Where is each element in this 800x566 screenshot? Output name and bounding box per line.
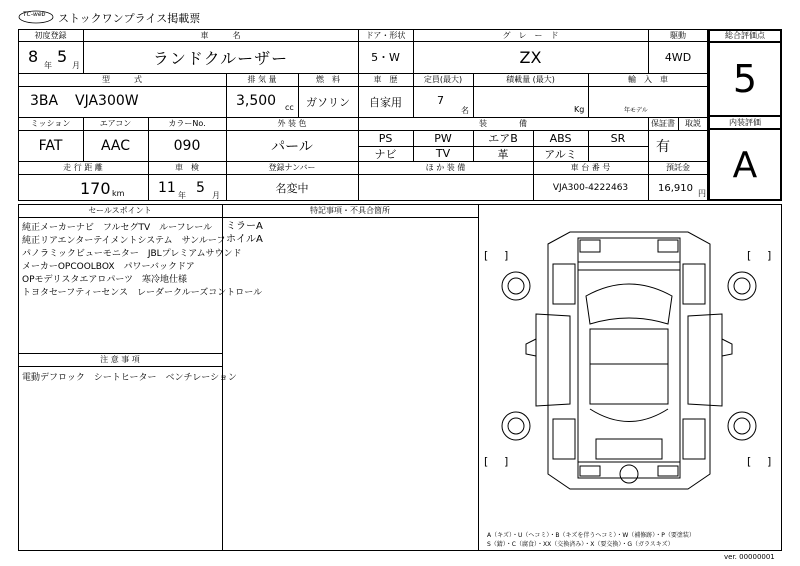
warranty-header: 保証書 bbox=[651, 119, 675, 128]
first-reg-header: 初度登録 bbox=[34, 30, 67, 40]
load-unit: Kg bbox=[574, 105, 585, 114]
sales-points-title: セールスポイント bbox=[88, 206, 152, 215]
manual-header: 取説 bbox=[685, 119, 701, 128]
sales-point-line: トヨタセーフティーセンス レーダークルーズコントロール bbox=[22, 288, 263, 298]
damage-legend-line: S（錆）・C（腐食）・XX（交換済み）・X（要交換）・G（ガラスキズ） bbox=[487, 541, 674, 548]
capacity-value: 7 bbox=[437, 94, 444, 107]
inspection-month-unit: 月 bbox=[212, 191, 220, 200]
special-note-line: ホイルA bbox=[226, 234, 263, 245]
capacity-header: 定員(最大) bbox=[423, 75, 463, 84]
mission-header: ミッション bbox=[30, 119, 71, 128]
deposit-header: 預託金 bbox=[666, 163, 690, 172]
sales-point-line: メーカーOPCOOLBOX パワーバックドア bbox=[22, 262, 195, 272]
fuel-value: ガソリン bbox=[306, 95, 350, 109]
inspection-year-unit: 年 bbox=[178, 191, 186, 200]
bracket-mark: [ bbox=[484, 249, 489, 262]
car-damage-diagram bbox=[478, 204, 782, 524]
warranty-value: 有 bbox=[656, 138, 670, 155]
version-label: ver. 00000001 bbox=[724, 553, 775, 561]
mileage-value: 170 bbox=[80, 179, 111, 198]
inspection-header: 車 検 bbox=[175, 163, 199, 172]
model-value: VJA300W bbox=[75, 93, 139, 109]
sales-point-line: 純正メーカーナビ フルセグTV ルーフレール bbox=[22, 223, 213, 233]
bracket-mark: [ bbox=[747, 455, 752, 468]
import-model-year: 年モデル bbox=[624, 107, 648, 114]
car-name-header: 車 名 bbox=[200, 30, 241, 40]
equipment-airbag: エアB bbox=[488, 132, 518, 145]
fuel-header: 燃 料 bbox=[316, 75, 340, 84]
logo bbox=[18, 9, 54, 23]
equipment-sr: SR bbox=[610, 131, 626, 145]
chassis-no-header: 車 台 番 号 bbox=[570, 163, 611, 172]
mission-value: FAT bbox=[38, 137, 63, 154]
inspection-month: 5 bbox=[196, 180, 205, 196]
overall-score-header: 総合評価点 bbox=[725, 30, 765, 40]
page-title: ストックワンプライス掲載票 bbox=[58, 12, 201, 25]
sales-point-line: OPモデリスタエアロパーツ 寒冷地仕様 bbox=[22, 275, 187, 285]
plate-value: 名変中 bbox=[275, 181, 309, 195]
drive-value: 4WD bbox=[664, 50, 692, 64]
drive-header: 駆動 bbox=[670, 30, 686, 40]
damage-legend-line: A（キズ）・U（ヘコミ）・B（キズを伴うヘコミ）・W（補修跡）・P（要塗装） bbox=[487, 532, 695, 539]
first-reg-month: 5 bbox=[57, 47, 68, 66]
bracket-mark: ] bbox=[504, 249, 509, 262]
equipment-pw: PW bbox=[434, 131, 452, 145]
bracket-mark: ] bbox=[767, 249, 772, 262]
displacement-value: 3,500 bbox=[236, 93, 277, 109]
special-note-line: ミラーA bbox=[226, 221, 263, 232]
sales-point-line: 純正リアエンターテイメントシステム サンルーフ bbox=[22, 236, 226, 246]
grade-value: ZX bbox=[519, 47, 542, 67]
aircon-value: AAC bbox=[100, 137, 131, 154]
overall-score-value: 5 bbox=[732, 57, 758, 101]
first-reg-year: 8 bbox=[28, 47, 39, 66]
bracket-mark: ] bbox=[767, 455, 772, 468]
displacement-header: 排 気 量 bbox=[247, 75, 277, 84]
month-unit: 月 bbox=[72, 61, 80, 70]
equipment-abs: ABS bbox=[549, 131, 572, 145]
interior-score-header: 内装評価 bbox=[729, 117, 761, 127]
equipment-header: 装 備 bbox=[479, 119, 527, 128]
logo-text: TC-web bbox=[23, 11, 46, 18]
import-header: 輸 入 車 bbox=[628, 75, 668, 84]
bracket-mark: ] bbox=[504, 455, 509, 468]
equipment-tv: TV bbox=[435, 147, 451, 160]
sales-point-line: パノラミックビューモニター JBLプレミアムサウンド bbox=[22, 249, 242, 259]
equipment-navi: ナビ bbox=[374, 147, 397, 161]
load-header: 積載量 (最大) bbox=[506, 75, 555, 84]
model-header: 型 式 bbox=[102, 75, 142, 84]
year-unit: 年 bbox=[44, 61, 52, 70]
equipment-leather: 革 bbox=[497, 147, 509, 161]
capacity-unit: 名 bbox=[461, 106, 469, 115]
mileage-unit: km bbox=[112, 189, 125, 198]
displacement-unit: cc bbox=[285, 103, 294, 112]
equipment-alumi: アルミ bbox=[544, 147, 577, 161]
model-prefix-value: 3BA bbox=[30, 93, 59, 109]
color-no-value: 090 bbox=[173, 137, 201, 154]
chassis-no-value: VJA300-4222463 bbox=[552, 182, 629, 193]
history-header: 車 歴 bbox=[373, 75, 398, 84]
special-notes-title: 特記事項・不具合箇所 bbox=[310, 206, 390, 215]
car-name-value: ランドクルーザー bbox=[152, 48, 289, 68]
deposit-value: 16,910 bbox=[658, 183, 693, 194]
mileage-header: 走 行 距 離 bbox=[63, 163, 103, 172]
notes-title: 注 意 事 項 bbox=[100, 355, 140, 364]
exterior-color-value: パール bbox=[271, 138, 313, 155]
grade-header: グ レ ー ド bbox=[502, 30, 559, 40]
interior-score-value: A bbox=[732, 145, 758, 186]
equipment-blank bbox=[588, 146, 648, 161]
door-type-header: ドア・形状 bbox=[365, 30, 406, 40]
equipment-ps: PS bbox=[378, 131, 393, 145]
inspection-year: 11 bbox=[158, 180, 176, 196]
bracket-mark: [ bbox=[747, 249, 752, 262]
notes-line: 電動デフロック シートヒーター ベンチレーション bbox=[22, 373, 237, 383]
history-value: 自家用 bbox=[369, 95, 402, 109]
bracket-mark: [ bbox=[484, 455, 489, 468]
plate-header: 登録ナンバー bbox=[268, 163, 316, 172]
other-equipment-header: ほ か 装 備 bbox=[425, 163, 466, 172]
color-no-header: カラーNo. bbox=[168, 119, 206, 128]
exterior-color-header: 外 装 色 bbox=[277, 119, 307, 128]
deposit-unit: 円 bbox=[698, 189, 706, 198]
door-type-value: 5・W bbox=[371, 51, 400, 64]
aircon-header: エアコン bbox=[99, 119, 132, 128]
